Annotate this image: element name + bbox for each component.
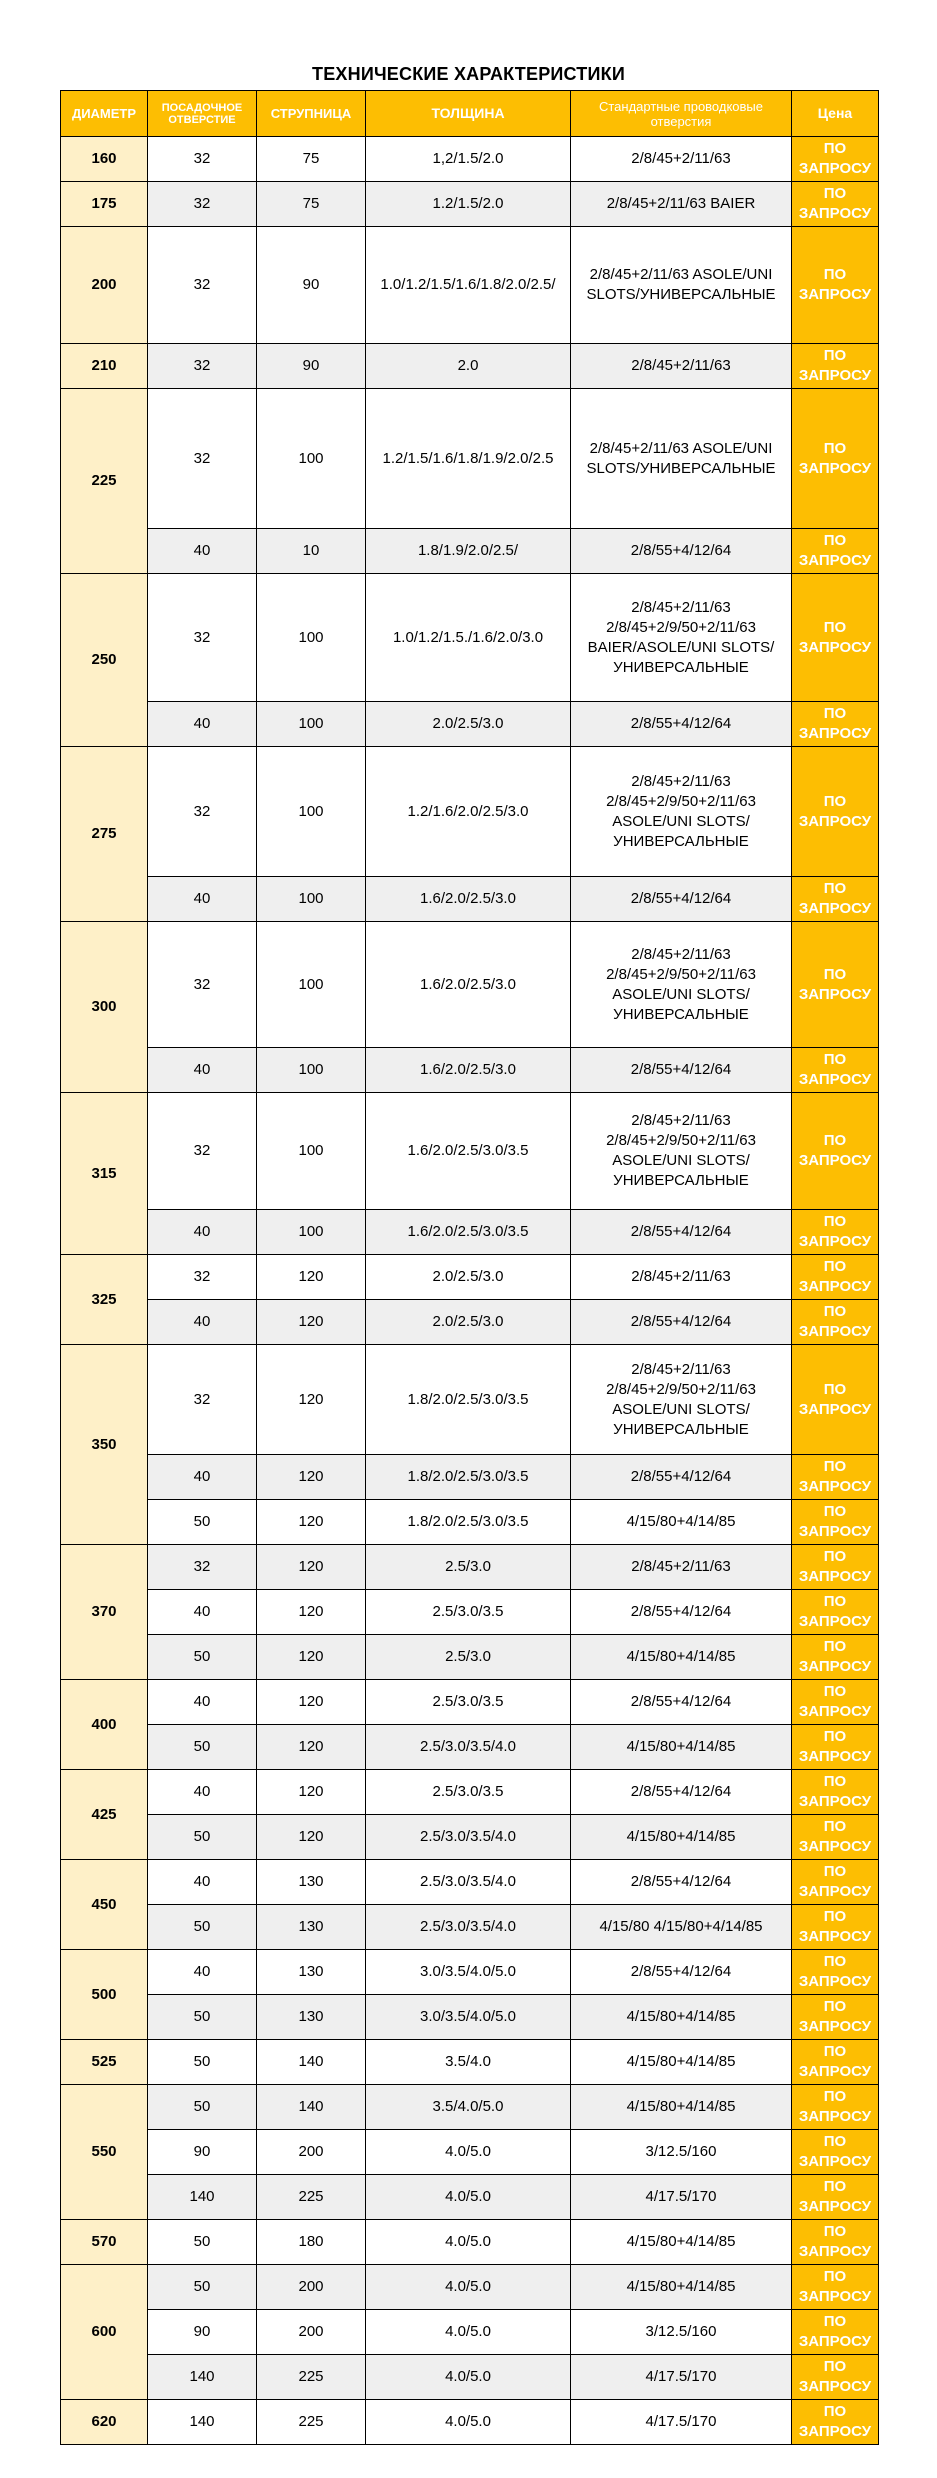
thickness-cell: 4.0/5.0 — [366, 2310, 571, 2355]
bore-cell: 40 — [148, 1680, 257, 1725]
holes-cell: 4/15/80+4/14/85 — [571, 1725, 792, 1770]
thickness-cell: 4.0/5.0 — [366, 2220, 571, 2265]
thickness-cell: 1.2/1.5/1.6/1.8/1.9/2.0/2.5 — [366, 389, 571, 529]
table-row — [61, 2040, 879, 2085]
hub-cell: 120 — [257, 1545, 366, 1590]
thickness-cell: 4.0/5.0 — [366, 2130, 571, 2175]
bore-cell: 32 — [148, 227, 257, 344]
price-cell: ПО ЗАПРОСУ — [792, 1048, 879, 1093]
hub-cell: 200 — [257, 2265, 366, 2310]
hub-cell: 100 — [257, 877, 366, 922]
price-cell: ПО ЗАПРОСУ — [792, 2040, 879, 2085]
holes-cell: 4/15/80+4/14/85 — [571, 1500, 792, 1545]
table-row — [61, 227, 879, 344]
price-cell: ПО ЗАПРОСУ — [792, 2265, 879, 2310]
table-row — [61, 1635, 879, 1680]
table-row — [61, 2085, 879, 2130]
table-row — [61, 2220, 879, 2265]
hub-cell: 10 — [257, 529, 366, 574]
hub-cell: 120 — [257, 1500, 366, 1545]
table-row — [61, 1210, 879, 1255]
table-row — [61, 2310, 879, 2355]
hub-cell: 100 — [257, 1048, 366, 1093]
diameter-cell: 370 — [61, 1545, 148, 1680]
holes-cell: 3/12.5/160 — [571, 2130, 792, 2175]
thickness-cell: 1.6/2.0/2.5/3.0/3.5 — [366, 1093, 571, 1210]
holes-cell: 2/8/55+4/12/64 — [571, 529, 792, 574]
holes-cell: 2/8/45+2/11/63 ASOLE/UNI SLOTS/УНИВЕРСАЛЬНЫЕ — [571, 389, 792, 529]
table-row — [61, 1905, 879, 1950]
table-row — [61, 877, 879, 922]
bore-cell: 50 — [148, 2265, 257, 2310]
table-row — [61, 1995, 879, 2040]
bore-cell: 40 — [148, 1770, 257, 1815]
thickness-cell: 1.6/2.0/2.5/3.0 — [366, 877, 571, 922]
bore-cell: 140 — [148, 2400, 257, 2445]
hub-cell: 120 — [257, 1770, 366, 1815]
holes-cell: 2/8/55+4/12/64 — [571, 1950, 792, 1995]
diameter-cell: 275 — [61, 747, 148, 922]
table-row — [61, 1950, 879, 1995]
diameter-cell: 160 — [61, 137, 148, 182]
bore-cell: 32 — [148, 1545, 257, 1590]
diameter-cell: 175 — [61, 182, 148, 227]
table-row — [61, 1815, 879, 1860]
hub-cell: 200 — [257, 2310, 366, 2355]
diameter-cell: 570 — [61, 2220, 148, 2265]
bore-cell: 32 — [148, 1255, 257, 1300]
thickness-cell: 2.5/3.0/3.5/4.0 — [366, 1815, 571, 1860]
hub-cell: 100 — [257, 1210, 366, 1255]
thickness-cell: 4.0/5.0 — [366, 2175, 571, 2220]
table-row — [61, 1680, 879, 1725]
thickness-cell: 4.0/5.0 — [366, 2400, 571, 2445]
holes-cell: 2/8/55+4/12/64 — [571, 1770, 792, 1815]
hub-cell: 130 — [257, 1995, 366, 2040]
thickness-cell: 4.0/5.0 — [366, 2265, 571, 2310]
price-cell: ПО ЗАПРОСУ — [792, 1500, 879, 1545]
table-row — [61, 922, 879, 1048]
bore-cell: 50 — [148, 1905, 257, 1950]
holes-cell: 3/12.5/160 — [571, 2310, 792, 2355]
holes-cell: 2/8/45+2/11/63 ASOLE/UNI SLOTS/УНИВЕРСАЛЬНЫЕ — [571, 227, 792, 344]
price-cell: ПО ЗАПРОСУ — [792, 1680, 879, 1725]
header-diameter: ДИАМЕТР — [61, 91, 148, 137]
price-cell: ПО ЗАПРОСУ — [792, 1860, 879, 1905]
holes-cell: 2/8/55+4/12/64 — [571, 1680, 792, 1725]
price-cell: ПО ЗАПРОСУ — [792, 389, 879, 529]
bore-cell: 40 — [148, 529, 257, 574]
bore-cell: 50 — [148, 1815, 257, 1860]
thickness-cell: 2.0 — [366, 344, 571, 389]
holes-cell: 2/8/45+2/11/63 2/8/45+2/9/50+2/11/63 ASOLE/UNI SLOTS/УНИВЕРСАЛЬНЫЕ — [571, 1345, 792, 1455]
table-row — [61, 389, 879, 529]
table-row — [61, 344, 879, 389]
price-cell: ПО ЗАПРОСУ — [792, 702, 879, 747]
thickness-cell: 1.0/1.2/1.5/1.6/1.8/2.0/2.5/ — [366, 227, 571, 344]
diameter-cell: 350 — [61, 1345, 148, 1545]
specs-table — [60, 90, 879, 2445]
holes-cell: 2/8/45+2/11/63 — [571, 1255, 792, 1300]
price-cell: ПО ЗАПРОСУ — [792, 1345, 879, 1455]
price-cell: ПО ЗАПРОСУ — [792, 2175, 879, 2220]
hub-cell: 90 — [257, 227, 366, 344]
table-row — [61, 2130, 879, 2175]
thickness-cell: 3.0/3.5/4.0/5.0 — [366, 1995, 571, 2040]
table-header-row — [61, 91, 879, 137]
holes-cell: 2/8/55+4/12/64 — [571, 1455, 792, 1500]
table-row — [61, 702, 879, 747]
holes-cell: 2/8/45+2/11/63 — [571, 1545, 792, 1590]
thickness-cell: 1.6/2.0/2.5/3.0 — [366, 922, 571, 1048]
diameter-cell: 250 — [61, 574, 148, 747]
table-row — [61, 1500, 879, 1545]
holes-cell: 2/8/45+2/11/63 2/8/45+2/9/50+2/11/63 ASOLE/UNI SLOTS/УНИВЕРСАЛЬНЫЕ — [571, 747, 792, 877]
hub-cell: 90 — [257, 344, 366, 389]
hub-cell: 100 — [257, 747, 366, 877]
thickness-cell: 4.0/5.0 — [366, 2355, 571, 2400]
holes-cell: 2/8/45+2/11/63 2/8/45+2/9/50+2/11/63 BAIER/ASOLE/UNI SLOTS/УНИВЕРСАЛЬНЫЕ — [571, 574, 792, 702]
table-row — [61, 137, 879, 182]
thickness-cell: 2.5/3.0/3.5 — [366, 1680, 571, 1725]
hub-cell: 225 — [257, 2400, 366, 2445]
price-cell: ПО ЗАПРОСУ — [792, 1300, 879, 1345]
price-cell: ПО ЗАПРОСУ — [792, 1770, 879, 1815]
diameter-cell: 210 — [61, 344, 148, 389]
bore-cell: 32 — [148, 389, 257, 529]
price-cell: ПО ЗАПРОСУ — [792, 1815, 879, 1860]
bore-cell: 50 — [148, 1635, 257, 1680]
holes-cell: 2/8/55+4/12/64 — [571, 1860, 792, 1905]
header-thickness: ТОЛЩИНА — [366, 91, 571, 137]
holes-cell: 2/8/55+4/12/64 — [571, 1048, 792, 1093]
thickness-cell: 3.5/4.0/5.0 — [366, 2085, 571, 2130]
table-row — [61, 2265, 879, 2310]
thickness-cell: 3.0/3.5/4.0/5.0 — [366, 1950, 571, 1995]
table-row — [61, 2355, 879, 2400]
table-row — [61, 1590, 879, 1635]
price-cell: ПО ЗАПРОСУ — [792, 1635, 879, 1680]
thickness-cell: 1.0/1.2/1.5./1.6/2.0/3.0 — [366, 574, 571, 702]
bore-cell: 50 — [148, 1500, 257, 1545]
hub-cell: 180 — [257, 2220, 366, 2265]
bore-cell: 32 — [148, 182, 257, 227]
holes-cell: 2/8/55+4/12/64 — [571, 1300, 792, 1345]
holes-cell: 4/15/80+4/14/85 — [571, 2085, 792, 2130]
thickness-cell: 2.5/3.0/3.5/4.0 — [366, 1725, 571, 1770]
bore-cell: 32 — [148, 344, 257, 389]
hub-cell: 120 — [257, 1635, 366, 1680]
bore-cell: 40 — [148, 1455, 257, 1500]
diameter-cell: 600 — [61, 2265, 148, 2400]
holes-cell: 2/8/55+4/12/64 — [571, 1590, 792, 1635]
price-cell: ПО ЗАПРОСУ — [792, 182, 879, 227]
thickness-cell: 2.5/3.0/3.5 — [366, 1770, 571, 1815]
bore-cell: 32 — [148, 747, 257, 877]
price-cell: ПО ЗАПРОСУ — [792, 529, 879, 574]
bore-cell: 40 — [148, 1210, 257, 1255]
hub-cell: 130 — [257, 1905, 366, 1950]
page-title: ТЕХНИЧЕСКИЕ ХАРАКТЕРИСТИКИ — [312, 64, 625, 84]
holes-cell: 2/8/55+4/12/64 — [571, 877, 792, 922]
price-cell: ПО ЗАПРОСУ — [792, 344, 879, 389]
thickness-cell: 2.5/3.0/3.5/4.0 — [366, 1860, 571, 1905]
table-row — [61, 2400, 879, 2445]
price-cell: ПО ЗАПРОСУ — [792, 1950, 879, 1995]
holes-cell: 2/8/55+4/12/64 — [571, 702, 792, 747]
hub-cell: 100 — [257, 922, 366, 1048]
price-cell: ПО ЗАПРОСУ — [792, 1255, 879, 1300]
hub-cell: 140 — [257, 2040, 366, 2085]
holes-cell: 4/15/80+4/14/85 — [571, 1815, 792, 1860]
bore-cell: 40 — [148, 1048, 257, 1093]
table-row — [61, 1860, 879, 1905]
header-price: Цена — [792, 91, 879, 137]
thickness-cell: 1.6/2.0/2.5/3.0 — [366, 1048, 571, 1093]
thickness-cell: 1.2/1.6/2.0/2.5/3.0 — [366, 747, 571, 877]
price-cell: ПО ЗАПРОСУ — [792, 2400, 879, 2445]
hub-cell: 100 — [257, 389, 366, 529]
hub-cell: 130 — [257, 1950, 366, 1995]
price-cell: ПО ЗАПРОСУ — [792, 227, 879, 344]
thickness-cell: 2.0/2.5/3.0 — [366, 1255, 571, 1300]
thickness-cell: 2.5/3.0/3.5/4.0 — [366, 1905, 571, 1950]
table-body — [61, 137, 879, 2445]
bore-cell: 50 — [148, 2085, 257, 2130]
price-cell: ПО ЗАПРОСУ — [792, 2130, 879, 2175]
table-row — [61, 1255, 879, 1300]
table-row — [61, 747, 879, 877]
table-row — [61, 1300, 879, 1345]
bore-cell: 40 — [148, 1950, 257, 1995]
price-cell: ПО ЗАПРОСУ — [792, 922, 879, 1048]
table-row — [61, 574, 879, 702]
table-row — [61, 1093, 879, 1210]
header-hub: СТРУПНИЦА — [257, 91, 366, 137]
bore-cell: 90 — [148, 2310, 257, 2355]
bore-cell: 40 — [148, 1300, 257, 1345]
thickness-cell: 2.5/3.0/3.5 — [366, 1590, 571, 1635]
price-cell: ПО ЗАПРОСУ — [792, 2220, 879, 2265]
table-row — [61, 1345, 879, 1455]
table-row — [61, 1725, 879, 1770]
hub-cell: 120 — [257, 1680, 366, 1725]
bore-cell: 50 — [148, 1725, 257, 1770]
price-cell: ПО ЗАПРОСУ — [792, 1210, 879, 1255]
holes-cell: 4/15/80+4/14/85 — [571, 2220, 792, 2265]
bore-cell: 90 — [148, 2130, 257, 2175]
holes-cell: 4/15/80+4/14/85 — [571, 1635, 792, 1680]
bore-cell: 32 — [148, 574, 257, 702]
thickness-cell: 1.8/2.0/2.5/3.0/3.5 — [366, 1345, 571, 1455]
diameter-cell: 300 — [61, 922, 148, 1093]
price-cell: ПО ЗАПРОСУ — [792, 574, 879, 702]
bore-cell: 40 — [148, 1860, 257, 1905]
bore-cell: 50 — [148, 1995, 257, 2040]
bore-cell: 40 — [148, 1590, 257, 1635]
holes-cell: 2/8/45+2/11/63 BAIER — [571, 182, 792, 227]
thickness-cell: 2.0/2.5/3.0 — [366, 702, 571, 747]
price-cell: ПО ЗАПРОСУ — [792, 1455, 879, 1500]
diameter-cell: 525 — [61, 2040, 148, 2085]
holes-cell: 4/15/80+4/14/85 — [571, 2040, 792, 2085]
holes-cell: 2/8/45+2/11/63 — [571, 344, 792, 389]
diameter-cell: 550 — [61, 2085, 148, 2220]
holes-cell: 4/15/80 4/15/80+4/14/85 — [571, 1905, 792, 1950]
price-cell: ПО ЗАПРОСУ — [792, 877, 879, 922]
price-cell: ПО ЗАПРОСУ — [792, 1995, 879, 2040]
hub-cell: 130 — [257, 1860, 366, 1905]
hub-cell: 100 — [257, 574, 366, 702]
thickness-cell: 2.5/3.0 — [366, 1545, 571, 1590]
diameter-cell: 425 — [61, 1770, 148, 1860]
hub-cell: 120 — [257, 1345, 366, 1455]
hub-cell: 120 — [257, 1455, 366, 1500]
hub-cell: 225 — [257, 2355, 366, 2400]
price-cell: ПО ЗАПРОСУ — [792, 2355, 879, 2400]
table-row — [61, 2175, 879, 2220]
bore-cell: 140 — [148, 2175, 257, 2220]
hub-cell: 120 — [257, 1815, 366, 1860]
hub-cell: 75 — [257, 182, 366, 227]
header-bore: ПОСАДОЧНОЕ ОТВЕРСТИЕ — [148, 91, 257, 137]
diameter-cell: 620 — [61, 2400, 148, 2445]
hub-cell: 100 — [257, 1093, 366, 1210]
hub-cell: 120 — [257, 1300, 366, 1345]
hub-cell: 200 — [257, 2130, 366, 2175]
hub-cell: 120 — [257, 1255, 366, 1300]
price-cell: ПО ЗАПРОСУ — [792, 1093, 879, 1210]
diameter-cell: 225 — [61, 389, 148, 574]
price-cell: ПО ЗАПРОСУ — [792, 137, 879, 182]
thickness-cell: 1.8/1.9/2.0/2.5/ — [366, 529, 571, 574]
bore-cell: 40 — [148, 877, 257, 922]
price-cell: ПО ЗАПРОСУ — [792, 747, 879, 877]
table-row — [61, 1455, 879, 1500]
holes-cell: 2/8/55+4/12/64 — [571, 1210, 792, 1255]
hub-cell: 140 — [257, 2085, 366, 2130]
price-cell: ПО ЗАПРОСУ — [792, 1905, 879, 1950]
hub-cell: 225 — [257, 2175, 366, 2220]
holes-cell: 4/17.5/170 — [571, 2400, 792, 2445]
holes-cell: 2/8/45+2/11/63 2/8/45+2/9/50+2/11/63 ASOLE/UNI SLOTS/УНИВЕРСАЛЬНЫЕ — [571, 922, 792, 1048]
header-holes: Стандартные проводковые отверстия — [571, 91, 792, 137]
thickness-cell: 1.8/2.0/2.5/3.0/3.5 — [366, 1500, 571, 1545]
diameter-cell: 450 — [61, 1860, 148, 1950]
price-cell: ПО ЗАПРОСУ — [792, 1590, 879, 1635]
bore-cell: 32 — [148, 922, 257, 1048]
thickness-cell: 1.2/1.5/2.0 — [366, 182, 571, 227]
thickness-cell: 1.8/2.0/2.5/3.0/3.5 — [366, 1455, 571, 1500]
table-row — [61, 1545, 879, 1590]
holes-cell: 4/17.5/170 — [571, 2355, 792, 2400]
hub-cell: 100 — [257, 702, 366, 747]
price-cell: ПО ЗАПРОСУ — [792, 1725, 879, 1770]
price-cell: ПО ЗАПРОСУ — [792, 2310, 879, 2355]
diameter-cell: 315 — [61, 1093, 148, 1255]
holes-cell: 4/15/80+4/14/85 — [571, 2265, 792, 2310]
table-row — [61, 1048, 879, 1093]
bore-cell: 140 — [148, 2355, 257, 2400]
price-cell: ПО ЗАПРОСУ — [792, 2085, 879, 2130]
holes-cell: 4/15/80+4/14/85 — [571, 1995, 792, 2040]
thickness-cell: 1,2/1.5/2.0 — [366, 137, 571, 182]
hub-cell: 75 — [257, 137, 366, 182]
diameter-cell: 200 — [61, 227, 148, 344]
diameter-cell: 325 — [61, 1255, 148, 1345]
holes-cell: 2/8/45+2/11/63 — [571, 137, 792, 182]
table-row — [61, 182, 879, 227]
bore-cell: 40 — [148, 702, 257, 747]
thickness-cell: 2.0/2.5/3.0 — [366, 1300, 571, 1345]
bore-cell: 32 — [148, 1093, 257, 1210]
hub-cell: 120 — [257, 1725, 366, 1770]
bore-cell: 50 — [148, 2040, 257, 2085]
holes-cell: 2/8/45+2/11/63 2/8/45+2/9/50+2/11/63 ASOLE/UNI SLOTS/УНИВЕРСАЛЬНЫЕ — [571, 1093, 792, 1210]
bore-cell: 50 — [148, 2220, 257, 2265]
hub-cell: 120 — [257, 1590, 366, 1635]
thickness-cell: 3.5/4.0 — [366, 2040, 571, 2085]
bore-cell: 32 — [148, 1345, 257, 1455]
holes-cell: 4/17.5/170 — [571, 2175, 792, 2220]
diameter-cell: 400 — [61, 1680, 148, 1770]
bore-cell: 32 — [148, 137, 257, 182]
price-cell: ПО ЗАПРОСУ — [792, 1545, 879, 1590]
table-row — [61, 1770, 879, 1815]
table-row — [61, 529, 879, 574]
thickness-cell: 2.5/3.0 — [366, 1635, 571, 1680]
thickness-cell: 1.6/2.0/2.5/3.0/3.5 — [366, 1210, 571, 1255]
diameter-cell: 500 — [61, 1950, 148, 2040]
